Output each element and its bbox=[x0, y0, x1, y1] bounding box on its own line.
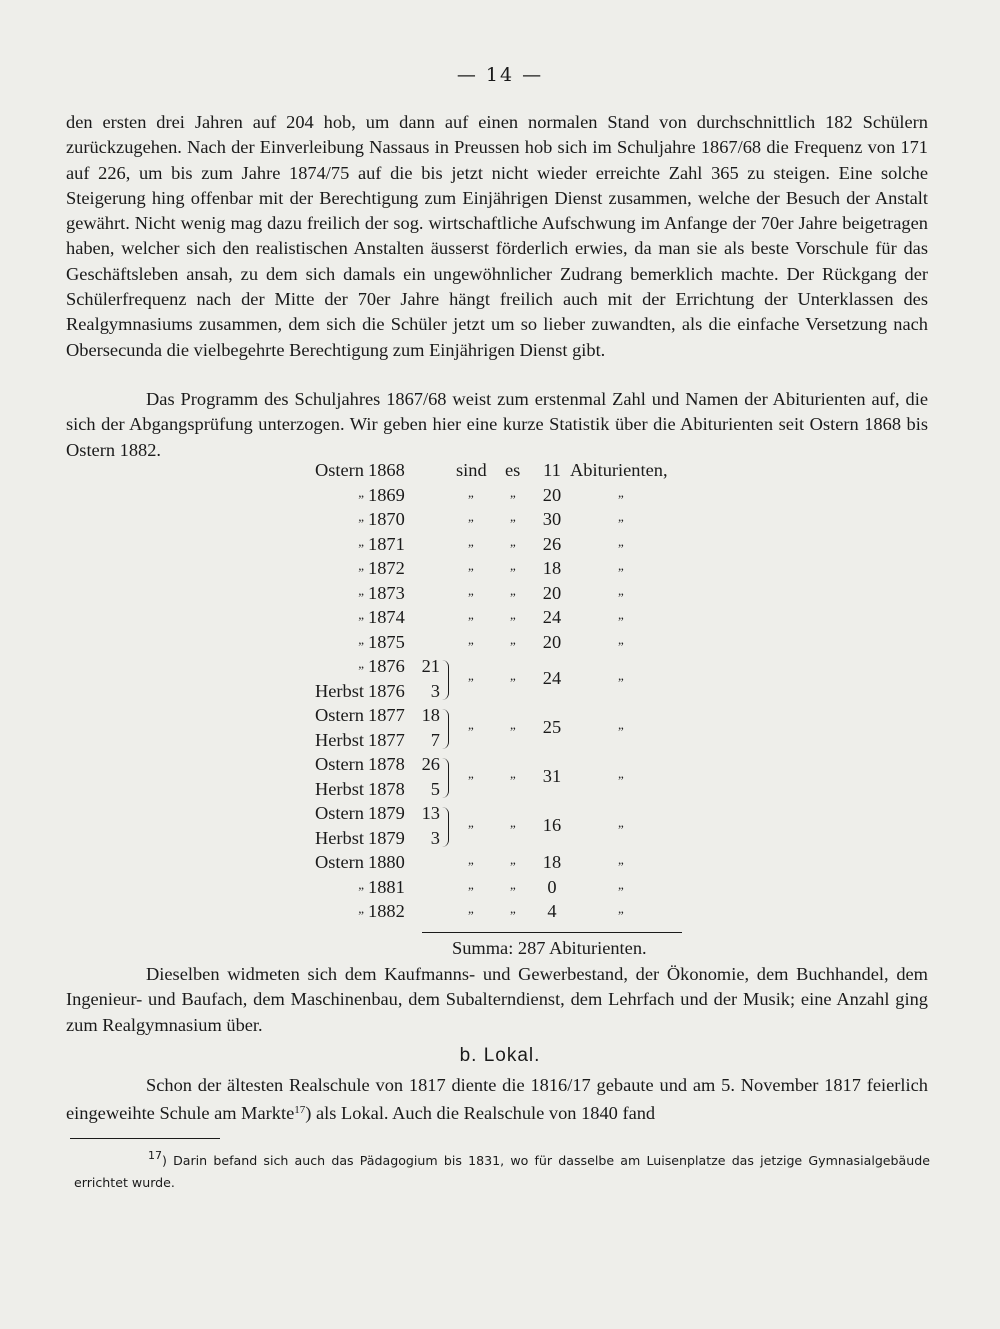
row-es-ditto: „ bbox=[510, 607, 516, 622]
footnote-rule bbox=[70, 1138, 220, 1139]
row-value: 0 bbox=[547, 876, 557, 897]
table-row bbox=[300, 681, 720, 706]
row-year: 1876 bbox=[368, 656, 405, 676]
row-unit-ditto: „ bbox=[618, 717, 624, 732]
footnote bbox=[74, 1145, 930, 1194]
table-row bbox=[300, 828, 720, 853]
row-value: 20 bbox=[542, 631, 562, 652]
row-unit-ditto: „ bbox=[618, 484, 624, 500]
paragraph-text: den ersten drei Jahren auf 204 hob, um dann auf einen normalen Stand von durchschnittlich 182 Schülern zurückzugehen. Nach der Einverleibung Nassaus in Preussen hob sich im Schuljahre 1867/68 die Frequenz von 171 auf 226, um bis zum Jahre 1874/75 auf die bis jetzt nicht wieder erreichte Zahl 365 zu steigen. Eine solche Steigerung hing offenbar mit der Berechtigung zum Einjährigen Dienst zusammen, welche der Besuch der Anstalt gewährt. Nicht wenig mag dazu freilich der sog. wirtschaftliche Aufschwung im Anfange der 70er Jahre beigetragen haben, welcher sich den realistischen Anstalten äusserst förderlich erwies, da man sie als beste Vorschule für das Geschäftsleben ansah, zu dem sich damals ein ungewöhnlicher Zudrang bemerklich machte. Der Rückgang der Schülerfrequenz nach der Mitte der 70er Jahre hängt freilich auch mit der Errichtung der Unterklassen des Realgymnasiums zusammen, dem sich die Schüler jetzt um so lieber zuwandten, als die einfache Versetzung nach Obersecunda die vielbegehrte Berechtigung zum Einjährigen Dienst gibt. bbox=[66, 112, 928, 360]
row-label: „ bbox=[358, 901, 364, 916]
row-sind-ditto: „ bbox=[468, 484, 474, 500]
brace-mark bbox=[442, 758, 449, 798]
row-unit-ditto: „ bbox=[618, 509, 624, 524]
row-label: Ostern bbox=[314, 803, 364, 823]
row-value: 20 bbox=[542, 582, 562, 603]
table-row bbox=[300, 730, 720, 755]
row-year: 1868 bbox=[368, 460, 405, 480]
row-year: 1873 bbox=[368, 582, 405, 603]
table-row bbox=[300, 632, 720, 657]
section-heading: b. Lokal. bbox=[459, 1045, 541, 1066]
footnote-text: ) Darin befand sich auch das Pädagogium bis 1831, wo für dasselbe am Luisenplatze das jetzige Gymnasialgebäude errichtet wurde. bbox=[74, 1153, 930, 1190]
row-year: 1877 bbox=[368, 729, 405, 750]
row-label: Herbst bbox=[314, 827, 364, 848]
row-es-ditto: „ bbox=[510, 558, 516, 573]
row-year: 1879 bbox=[368, 827, 405, 848]
row-part: 21 bbox=[421, 656, 440, 676]
paragraph-text-a: Schon der ältesten Realschule von 1817 diente die 1816/17 gebaute und am 5. November 1817 feierlich eingeweihte Schule am Markte bbox=[66, 1075, 928, 1124]
row-year: 1878 bbox=[368, 778, 405, 799]
row-unit-ditto: „ bbox=[618, 558, 624, 573]
row-part: 5 bbox=[430, 778, 440, 799]
row-label: Herbst bbox=[314, 778, 364, 799]
row-value: 26 bbox=[542, 533, 562, 554]
row-sind-ditto: „ bbox=[468, 533, 474, 549]
row-sind-ditto: „ bbox=[468, 607, 474, 622]
row-unit: Abiturienten, bbox=[570, 460, 668, 480]
table-row-group bbox=[300, 803, 720, 852]
row-value: 24 bbox=[542, 607, 562, 627]
table-row-group bbox=[300, 705, 720, 754]
row-sind-ditto: „ bbox=[468, 631, 474, 647]
row-year: 1870 bbox=[368, 509, 405, 529]
footnote-number: 17 bbox=[148, 1149, 162, 1162]
row-label-ditto: „ bbox=[358, 484, 364, 500]
paragraph-abiturienten-intro bbox=[66, 387, 928, 463]
row-es-ditto: „ bbox=[510, 766, 516, 781]
row-year: 1880 bbox=[368, 852, 405, 872]
row-label-ditto: „ bbox=[358, 607, 364, 622]
row-es-ditto: „ bbox=[510, 668, 516, 683]
row-sind: sind bbox=[456, 460, 487, 480]
table-row bbox=[300, 607, 720, 632]
row-part: 7 bbox=[430, 729, 440, 750]
row-unit-ditto: „ bbox=[618, 815, 624, 830]
row-unit-ditto: „ bbox=[618, 533, 624, 549]
row-es-ditto: „ bbox=[510, 631, 516, 647]
group-rows bbox=[300, 656, 720, 852]
row-label-ditto: „ bbox=[358, 631, 364, 647]
row-year: 1882 bbox=[368, 901, 405, 921]
row-es-ditto: „ bbox=[510, 533, 516, 549]
paragraph-lokal bbox=[66, 1073, 928, 1127]
row-es-ditto: „ bbox=[510, 876, 516, 892]
row-es-ditto: „ bbox=[510, 509, 516, 524]
row-label: Ostern bbox=[314, 460, 364, 480]
page-number: — 14 — bbox=[456, 64, 544, 86]
row-unit-ditto: „ bbox=[618, 766, 624, 781]
table-row bbox=[300, 558, 720, 583]
table-row bbox=[300, 901, 720, 926]
row-sind-ditto: „ bbox=[468, 852, 474, 867]
row-label: Ostern bbox=[314, 705, 364, 725]
row-year: 1876 bbox=[368, 680, 405, 701]
row-part: 3 bbox=[430, 827, 440, 848]
row-unit-ditto: „ bbox=[618, 631, 624, 647]
row-unit-ditto: „ bbox=[618, 668, 624, 683]
row-sind-ditto: „ bbox=[468, 901, 474, 916]
row-unit-ditto: „ bbox=[618, 876, 624, 892]
paragraph-careers bbox=[66, 962, 928, 1038]
summa-line: Summa: 287 Abiturienten. bbox=[452, 938, 647, 958]
row-label: Ostern bbox=[314, 852, 364, 872]
row-label: „ bbox=[358, 656, 364, 671]
row-value: 11 bbox=[543, 460, 561, 480]
paragraph-frequency bbox=[66, 110, 928, 363]
row-year: 1872 bbox=[368, 558, 405, 578]
row-label: „ bbox=[358, 876, 364, 892]
row-sind-ditto: „ bbox=[468, 815, 474, 830]
row-label-ditto: „ bbox=[358, 509, 364, 524]
row-year: 1879 bbox=[368, 803, 405, 823]
footnote-marker: 17 bbox=[294, 1104, 306, 1117]
row-year: 1874 bbox=[368, 607, 405, 627]
row-unit-ditto: „ bbox=[618, 901, 624, 916]
row-es-ditto: „ bbox=[510, 717, 516, 732]
row-label-ditto: „ bbox=[358, 582, 364, 598]
simple-rows bbox=[300, 485, 720, 657]
row-year: 1871 bbox=[368, 533, 405, 554]
row-sind-ditto: „ bbox=[468, 876, 474, 892]
table-row-group bbox=[300, 656, 720, 705]
row-sind-ditto: „ bbox=[468, 582, 474, 598]
row-part: 3 bbox=[430, 680, 440, 701]
row-value: 16 bbox=[542, 815, 562, 835]
row-value: 4 bbox=[547, 901, 557, 921]
paragraph-text bbox=[66, 1073, 928, 1127]
row-sind-ditto: „ bbox=[468, 509, 474, 524]
table-row bbox=[300, 534, 720, 559]
row-es-ditto: „ bbox=[510, 852, 516, 867]
paragraph-text: Das Programm des Schuljahres 1867/68 weist zum erstenmal Zahl und Namen der Abiturienten auf, die sich der Abgangsprüfung unterzogen. Wir geben hier eine kurze Statistik über die Abiturienten seit Ostern 1868 bis Ostern 1882. bbox=[66, 389, 928, 460]
table-row bbox=[300, 877, 720, 902]
row-unit-ditto: „ bbox=[618, 852, 624, 867]
row-year: 1875 bbox=[368, 631, 405, 652]
row-year: 1881 bbox=[368, 876, 405, 897]
table-row bbox=[300, 583, 720, 608]
paragraph-text: Dieselben widmeten sich dem Kaufmanns- und Gewerbestand, der Ökonomie, dem Buchhandel, dem Ingenieur- und Baufach, dem Maschinenbau, dem Subalterndienst, dem Lehrfach und der Musik; eine Anzahl ging zum Realgymnasium über. bbox=[66, 964, 928, 1035]
row-part: 26 bbox=[421, 754, 440, 774]
row-year: 1869 bbox=[368, 484, 405, 505]
row-value: 18 bbox=[542, 558, 562, 578]
row-value: 25 bbox=[542, 717, 562, 737]
brace-mark bbox=[442, 660, 449, 700]
row-es-ditto: „ bbox=[510, 901, 516, 916]
row-es-ditto: „ bbox=[510, 484, 516, 500]
row-es-ditto: „ bbox=[510, 815, 516, 830]
row-value: 30 bbox=[542, 509, 562, 529]
row-value: 24 bbox=[542, 668, 562, 688]
row-sind-ditto: „ bbox=[468, 766, 474, 781]
row-label-ditto: „ bbox=[358, 533, 364, 549]
tail-rows bbox=[300, 852, 720, 926]
abiturienten-table bbox=[300, 460, 720, 926]
row-label-ditto: „ bbox=[358, 558, 364, 573]
row-unit-ditto: „ bbox=[618, 582, 624, 598]
row-label: Ostern bbox=[314, 754, 364, 774]
table-row-group bbox=[300, 754, 720, 803]
brace-mark bbox=[442, 709, 449, 749]
row-sind-ditto: „ bbox=[468, 717, 474, 732]
row-year: 1878 bbox=[368, 754, 405, 774]
row-part: 13 bbox=[421, 803, 440, 823]
row-unit-ditto: „ bbox=[618, 607, 624, 622]
summa-rule bbox=[422, 932, 682, 933]
row-year: 1877 bbox=[368, 705, 405, 725]
table-row bbox=[300, 485, 720, 510]
table-row bbox=[300, 509, 720, 534]
row-part: 18 bbox=[421, 705, 440, 725]
brace-mark bbox=[442, 807, 449, 847]
paragraph-text-b: ) als Lokal. Auch die Realschule von 1840 fand bbox=[305, 1103, 656, 1124]
table-row bbox=[300, 779, 720, 804]
row-value: 20 bbox=[542, 484, 562, 505]
table-row bbox=[300, 852, 720, 877]
row-label: Herbst bbox=[314, 680, 364, 701]
row-es: es bbox=[505, 460, 521, 480]
row-sind-ditto: „ bbox=[468, 668, 474, 683]
row-value: 31 bbox=[542, 766, 562, 786]
row-label: Herbst bbox=[314, 729, 364, 750]
row-value: 18 bbox=[542, 852, 562, 872]
row-sind-ditto: „ bbox=[468, 558, 474, 573]
table-row bbox=[300, 460, 720, 485]
row-es-ditto: „ bbox=[510, 582, 516, 598]
